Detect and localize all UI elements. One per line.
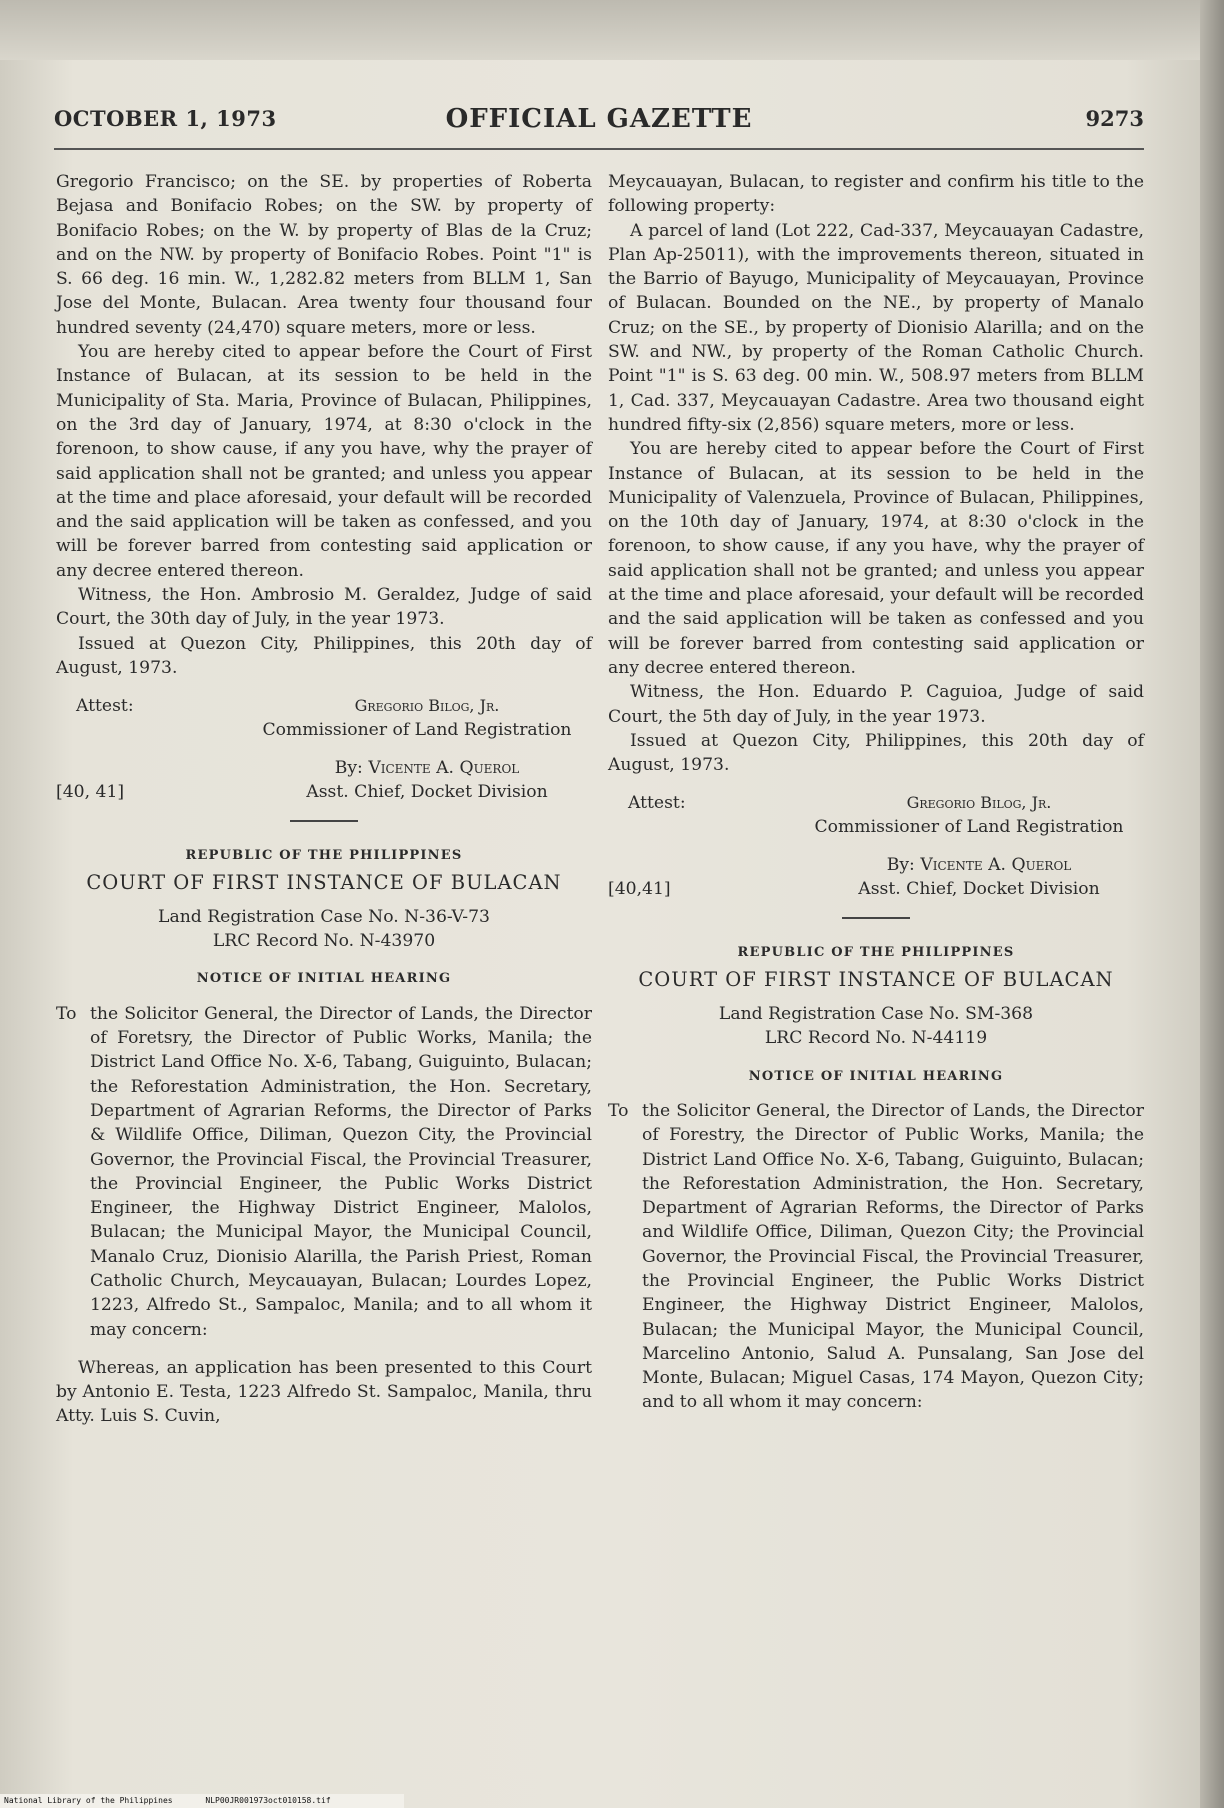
right-witness-paragraph: Witness, the Hon. Eduardo P. Caguioa, Judge of said Court, the 5th day of July, in the year 1973. <box>608 682 1144 727</box>
attest-signatory-name: Gregorio Bilog, Jr. <box>906 793 1052 813</box>
notice-to-body: the Solicitor General, the Director of Lands, the Director of Forestry, the Director of Public Works, Manila; the District Land Office No. X-6, Tabang, Guiguinto, Bulacan; the Reforestation Administration, the Hon. Secretary, Department of Agrarian Reforms, the Director of Parks and Wildlife Office, Diliman, Quezon City; the Provincial Governor, the Provincial Fiscal, the Provincial Treasurer, the Provincial Engineer, the Public Works District Engineer, the Highway District Engineer, Malolos, Bulacan; the Municipal Mayor, the Municipal Council, Marcelino Antonio, Salud A. Punsalang, San Jose del Monte, Bulacan; Miguel Casas, 174 Mayon, Quezon City; and to all whom it may concern: <box>642 1100 1144 1413</box>
scan-footer <box>0 1794 404 1808</box>
header-rule <box>54 148 1144 150</box>
attest-signatory-name: Gregorio Bilog, Jr. <box>354 696 500 716</box>
left-column <box>56 170 592 1429</box>
right-continuation-text: Meycauayan, Bulacan, to register and confirm his title to the following property: <box>608 172 1144 217</box>
notice-addressees <box>56 1002 592 1342</box>
attest-by-line <box>814 853 1144 877</box>
attest-by-prefix: By: <box>886 855 915 876</box>
attest-signatory-title: Commissioner of Land Registration <box>814 817 1124 838</box>
right-column <box>608 170 1144 1415</box>
attest-by-prefix: By: <box>334 758 363 779</box>
notice-case-number: Land Registration Case No. SM-368 <box>718 1004 1034 1025</box>
right-parcel-paragraph: A parcel of land (Lot 222, Cad-337, Meycauayan Cadastre, Plan Ap-25011), with the improvements thereon, situated in the Barrio of Bayugo, Municipality of Meycauayan, Province of Bulacan. Bounded on the NE., by property of Manalo Cruz; on the SE., by property of Dionisio Alarilla; and on the SW. and NW., by property of the Roman Catholic Church. Point "1" is S. 63 deg. 00 min. W., 508.97 meters from BLLM 1, Cad. 337, Meycauayan Cadastre. Area two thousand eight hundred fifty-six (2,856) square meters, more or less. <box>608 220 1144 435</box>
header-date: OCTOBER 1, 1973 <box>54 106 277 131</box>
left-issued-paragraph: Issued at Quezon City, Philippines, this 20th day of August, 1973. <box>56 633 592 678</box>
right-cited-paragraph: You are hereby cited to appear before the Court of First Instance of Bulacan, at its session to be held in the Municipality of Valenzuela, Province of Bulacan, Philippines, on the 10th day of January, 1974, at 8:30 o'clock in the forenoon, to show cause, if any you have, why the prayer of said application shall not be granted; and unless you appear at the time and place aforesaid, your default will be recorded and the said application will be taken as confessed and you will be forever barred from contesting said application or any decree entered thereon. <box>608 439 1144 678</box>
page-header <box>54 102 1144 142</box>
notice-court: COURT OF FIRST INSTANCE OF BULACAN <box>638 967 1114 991</box>
attest-reference: [40,41] <box>608 879 671 900</box>
scan-top-shadow <box>0 0 1224 60</box>
attest-by-name: Vicente A. Querol <box>920 855 1072 876</box>
left-attest-block <box>56 694 592 806</box>
notice-republic: REPUBLIC OF THE PHILIPPINES <box>737 945 1015 961</box>
notice-to-body: the Solicitor General, the Director of Lands, the Director of Foretsry, the Director of Public Works, Manila; the District Land Office No. X-6, Tabang, Guiguinto, Bulacan; the Reforestation Administration, the Hon. Secretary, Department of Agrarian Reforms, the Director of Parks & Wildlife Office, Diliman, Quezon City, the Provincial Governor, the Provincial Fiscal, the Provincial Treasurer, the Provincial Engineer, the Public Works District Engineer, the Highway District Engineer, Malolos, Bulacan; the Municipal Mayor, the Municipal Council, Manalo Cruz, Dionisio Alarilla, the Parish Priest, Roman Catholic Church, Meycauayan, Bulacan; Lourdes Lopez, 1223, Alfredo St., Sampaloc, Manila; and to all whom it may concern: <box>90 1003 592 1340</box>
left-cited-paragraph: You are hereby cited to appear before the Court of First Instance of Bulacan, at its session to be held in the Municipality of Sta. Maria, Province of Bulacan, Philippines, on the 3rd day of January, 1974, at 8:30 o'clock in the forenoon, to show cause, if any you have, why the prayer of said application shall not be granted; and unless you appear at the time and place aforesaid, your default will be recorded and the said application will be taken as confessed, and you will be forever barred from contesting said application or any decree entered thereon. <box>56 342 592 581</box>
right-attest-block <box>608 791 1144 903</box>
left-witness-paragraph: Witness, the Hon. Ambrosio M. Geraldez, Judge of said Court, the 30th day of July, in the year 1973. <box>56 585 592 630</box>
attest-by-line <box>262 756 592 780</box>
footer-library: National Library of the Philippines <box>4 1796 173 1805</box>
attest-label: Attest: <box>628 793 686 814</box>
notice-lrc-record: LRC Record No. N-43970 <box>212 931 436 952</box>
notice-to-label: To <box>608 1100 629 1121</box>
notice-to-label: To <box>56 1003 77 1024</box>
attest-reference: [40, 41] <box>56 782 125 803</box>
notice-addressees <box>608 1099 1144 1415</box>
left-continuation-text: Gregorio Francisco; on the SE. by properties of Roberta Bejasa and Bonifacio Robes; on the SW. by property of Bonifacio Robes; on the W. by property of Blas de la Cruz; and on the NW. by property of Bonifacio Robes. Point "1" is S. 66 deg. 16 min. W., 1,282.82 meters from BLLM 1, San Jose del Monte, Bulacan. Area twenty four thousand four hundred seventy (24,470) square meters, more or less. <box>56 172 592 338</box>
section-divider <box>842 917 910 919</box>
attest-by-title: Asst. Chief, Docket Division <box>858 879 1100 900</box>
notice-lrc-record: LRC Record No. N-44119 <box>764 1028 988 1049</box>
notice-heading: NOTICE OF INITIAL HEARING <box>196 971 452 987</box>
attest-by-title: Asst. Chief, Docket Division <box>306 782 548 803</box>
footer-file-id: NLP00JR001973oct010158.tif <box>205 1796 331 1805</box>
notice-case-number: Land Registration Case No. N-36-V-73 <box>158 906 490 927</box>
notice-whereas: Whereas, an application has been presented to this Court by Antonio E. Testa, 1223 Alfredo St. Sampaloc, Manila, thru Atty. Luis S. Cuvin, <box>56 1357 592 1427</box>
attest-signatory-title: Commissioner of Land Registration <box>262 720 572 741</box>
scan-right-shadow <box>1200 0 1224 1808</box>
header-page-number: 9273 <box>1085 106 1144 131</box>
notice-court: COURT OF FIRST INSTANCE OF BULACAN <box>86 870 562 894</box>
right-issued-paragraph: Issued at Quezon City, Philippines, this 20th day of August, 1973. <box>608 730 1144 776</box>
attest-label: Attest: <box>76 696 134 717</box>
header-title: OFFICIAL GAZETTE <box>445 104 753 134</box>
notice-heading: NOTICE OF INITIAL HEARING <box>748 1068 1004 1084</box>
attest-by-name: Vicente A. Querol <box>368 758 520 779</box>
notice-republic: REPUBLIC OF THE PHILIPPINES <box>185 848 463 864</box>
section-divider <box>290 820 358 822</box>
